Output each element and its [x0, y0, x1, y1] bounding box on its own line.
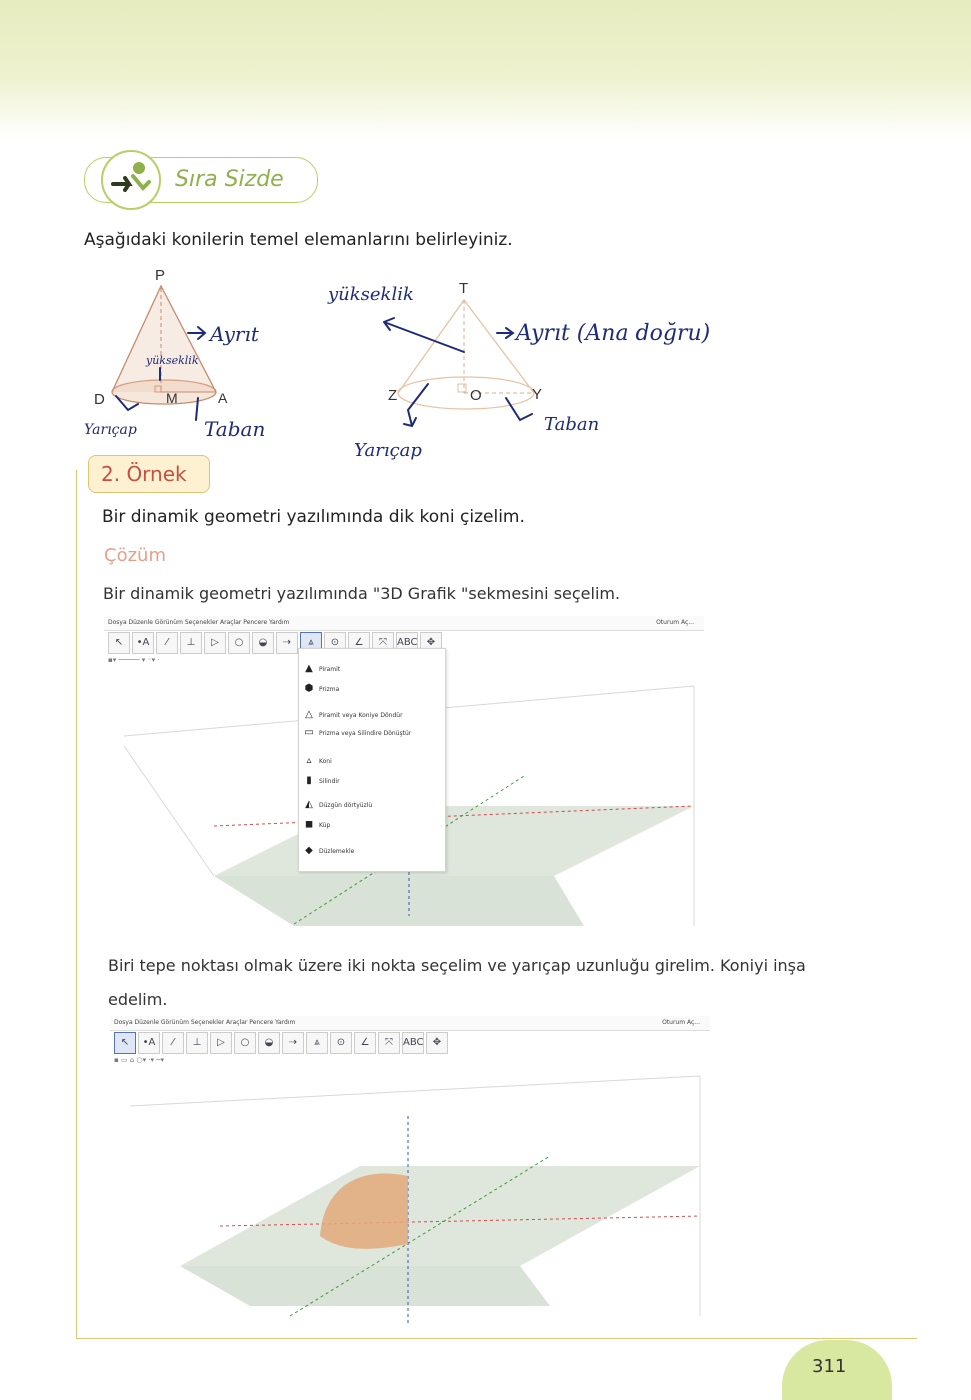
- cone-icon: ▵: [306, 755, 312, 766]
- cone1-hw-taban: Taban: [204, 417, 266, 441]
- extrude-pyramid-icon: △: [305, 709, 313, 720]
- toolbar-tool-button[interactable]: ⁄: [156, 632, 178, 654]
- toolbar: [114, 1032, 448, 1054]
- toolbar-tool-button[interactable]: ⊙: [330, 1032, 352, 1054]
- solution-heading: Çözüm: [104, 545, 166, 566]
- toolbar-tool-button[interactable]: ⤧: [372, 632, 394, 654]
- toolbar-tool-button[interactable]: ⊥: [180, 632, 202, 654]
- menu-bar: Dosya Düzenle Görünüm Seçenekler Araçlar Pencere Yardım: [104, 616, 704, 631]
- 3d-graphics-view: [110, 1066, 710, 1334]
- solution-step-2: Biri tepe noktası olmak üzere iki nokta seçelim ve yarıçap uzunluğu girelim. Koniyi inşa edelim.: [108, 956, 806, 1009]
- cone1-hw-yukseklik: yükseklik: [146, 354, 199, 367]
- toolbar-tool-button[interactable]: ✥: [426, 1032, 448, 1054]
- cone2-hw-yukseklik: yükseklik: [328, 284, 414, 305]
- login-link[interactable]: Oturum Aç...: [656, 619, 694, 626]
- cone1-label-d: D: [94, 391, 105, 408]
- cone1-hw-ayrit: Ayrıt: [210, 322, 259, 346]
- cone1-label-a: A: [218, 390, 228, 406]
- menu-item-prizma[interactable]: ⬢ Prizma: [304, 683, 340, 694]
- cone-2: [398, 300, 534, 409]
- toolbar-tool-button[interactable]: •A: [132, 632, 154, 654]
- example-badge: [88, 455, 210, 493]
- menu-item-silindir[interactable]: ▮ Silindir: [303, 773, 340, 789]
- toolbar-tool-button[interactable]: ↖: [108, 632, 130, 654]
- cone2-label-z: Z: [388, 387, 398, 404]
- menu-item-net[interactable]: ◆ Düzlemekle: [303, 843, 354, 859]
- extrude-prism-icon: ▭: [304, 727, 314, 738]
- cone1-hw-yaricap: Yarıçap: [84, 422, 137, 438]
- cone2-label-o: O: [470, 387, 482, 404]
- cone2-label-t: T: [459, 280, 469, 297]
- toolbar-tool-button[interactable]: ⊥: [186, 1032, 208, 1054]
- toolbar-tool-button[interactable]: ◒: [252, 632, 274, 654]
- menu-item-kup[interactable]: ◼ Küp: [304, 819, 331, 830]
- toolbar-tool-button[interactable]: ◒: [258, 1032, 280, 1054]
- toolbar-tool-button[interactable]: ▷: [204, 632, 226, 654]
- toolbar-tool-button[interactable]: ⇢: [276, 632, 298, 654]
- tetrahedron-icon: ◭: [305, 799, 313, 810]
- toolbar-tool-button[interactable]: ○: [234, 1032, 256, 1054]
- toolbar-tool-button[interactable]: ⩓: [300, 632, 322, 654]
- toolbar-tool-button[interactable]: ⁄: [162, 1032, 184, 1054]
- page-number: 311: [812, 1356, 847, 1377]
- intro-text: Aşağıdaki konilerin temel elemanlarını belirleyiniz.: [84, 230, 513, 250]
- toolbar-tool-button[interactable]: ▷: [210, 1032, 232, 1054]
- solids-tool-menu: [298, 648, 446, 872]
- cone-1: [112, 286, 216, 404]
- toolbar-tool-button[interactable]: ↖: [114, 1032, 136, 1054]
- menu-item-piramit[interactable]: ▲ Piramit: [303, 661, 340, 677]
- cone2-hw-yaricap: Yarıçap: [354, 440, 422, 461]
- toolbar-tool-button[interactable]: ⊙: [324, 632, 346, 654]
- pyramid-icon: ▲: [305, 663, 313, 674]
- toolbar-tool-button[interactable]: ⤧: [378, 1032, 400, 1054]
- cube-icon: ◼: [304, 819, 314, 830]
- sira-sizde-title: Sıra Sizde: [175, 167, 284, 192]
- cone2-label-y: Y: [532, 386, 543, 403]
- toolbar-tool-button[interactable]: ⩓: [306, 1032, 328, 1054]
- cone1-label-p: P: [155, 267, 166, 284]
- toolbar-tool-button[interactable]: ABC: [402, 1032, 424, 1054]
- menu-bar: Dosya Düzenle Görünüm Seçenekler Araçlar Pencere Yardım: [110, 1016, 710, 1031]
- cone2-hw-taban: Taban: [544, 414, 600, 435]
- toolbar-tool-button[interactable]: ABC: [396, 632, 418, 654]
- cone1-label-m: M: [166, 390, 178, 406]
- software-screenshot-2: [110, 1016, 710, 1334]
- net-icon: ◆: [305, 845, 313, 856]
- menu-item-koni[interactable]: ▵ Koni: [303, 753, 332, 769]
- toolbar-tool-button[interactable]: ∠: [348, 632, 370, 654]
- example-badge-label: 2. Örnek: [101, 462, 187, 486]
- menu-item-extrude-prism[interactable]: ▭ Prizma veya Silindire Dönüştür: [304, 727, 412, 738]
- cylinder-icon: ▮: [306, 775, 312, 786]
- toolbar-tool-button[interactable]: ○: [228, 632, 250, 654]
- toolbar-tool-button[interactable]: ⇢: [282, 1032, 304, 1054]
- example-task: Bir dinamik geometri yazılımında dik koni çizelim.: [102, 507, 525, 527]
- toolbar-tool-button[interactable]: ∠: [354, 1032, 376, 1054]
- menu-item-tetrahedron[interactable]: ◭ Düzgün dörtyüzlü: [303, 797, 372, 813]
- menu-item-extrude-pyramid[interactable]: △ Piramit veya Koniye Döndür: [303, 707, 403, 723]
- toolbar-tool-button[interactable]: •A: [138, 1032, 160, 1054]
- prism-icon: ⬢: [304, 683, 314, 694]
- style-bar: ▪ ▭ ⌂ ○▾ ·▾ ─▾: [114, 1056, 165, 1064]
- style-bar: ▪▾ ───── ▾ ◦▾ ·: [108, 656, 160, 664]
- cone2-hw-ayrit: Ayrıt (Ana doğru): [516, 321, 711, 346]
- software-screenshot-1: [104, 616, 704, 934]
- solution-step-1: Bir dinamik geometri yazılımında "3D Grafik "sekmesini seçelim.: [103, 584, 621, 603]
- toolbar-tool-button[interactable]: ✥: [420, 632, 442, 654]
- login-link[interactable]: Oturum Aç...: [662, 1019, 700, 1026]
- cones-figure: [0, 0, 971, 470]
